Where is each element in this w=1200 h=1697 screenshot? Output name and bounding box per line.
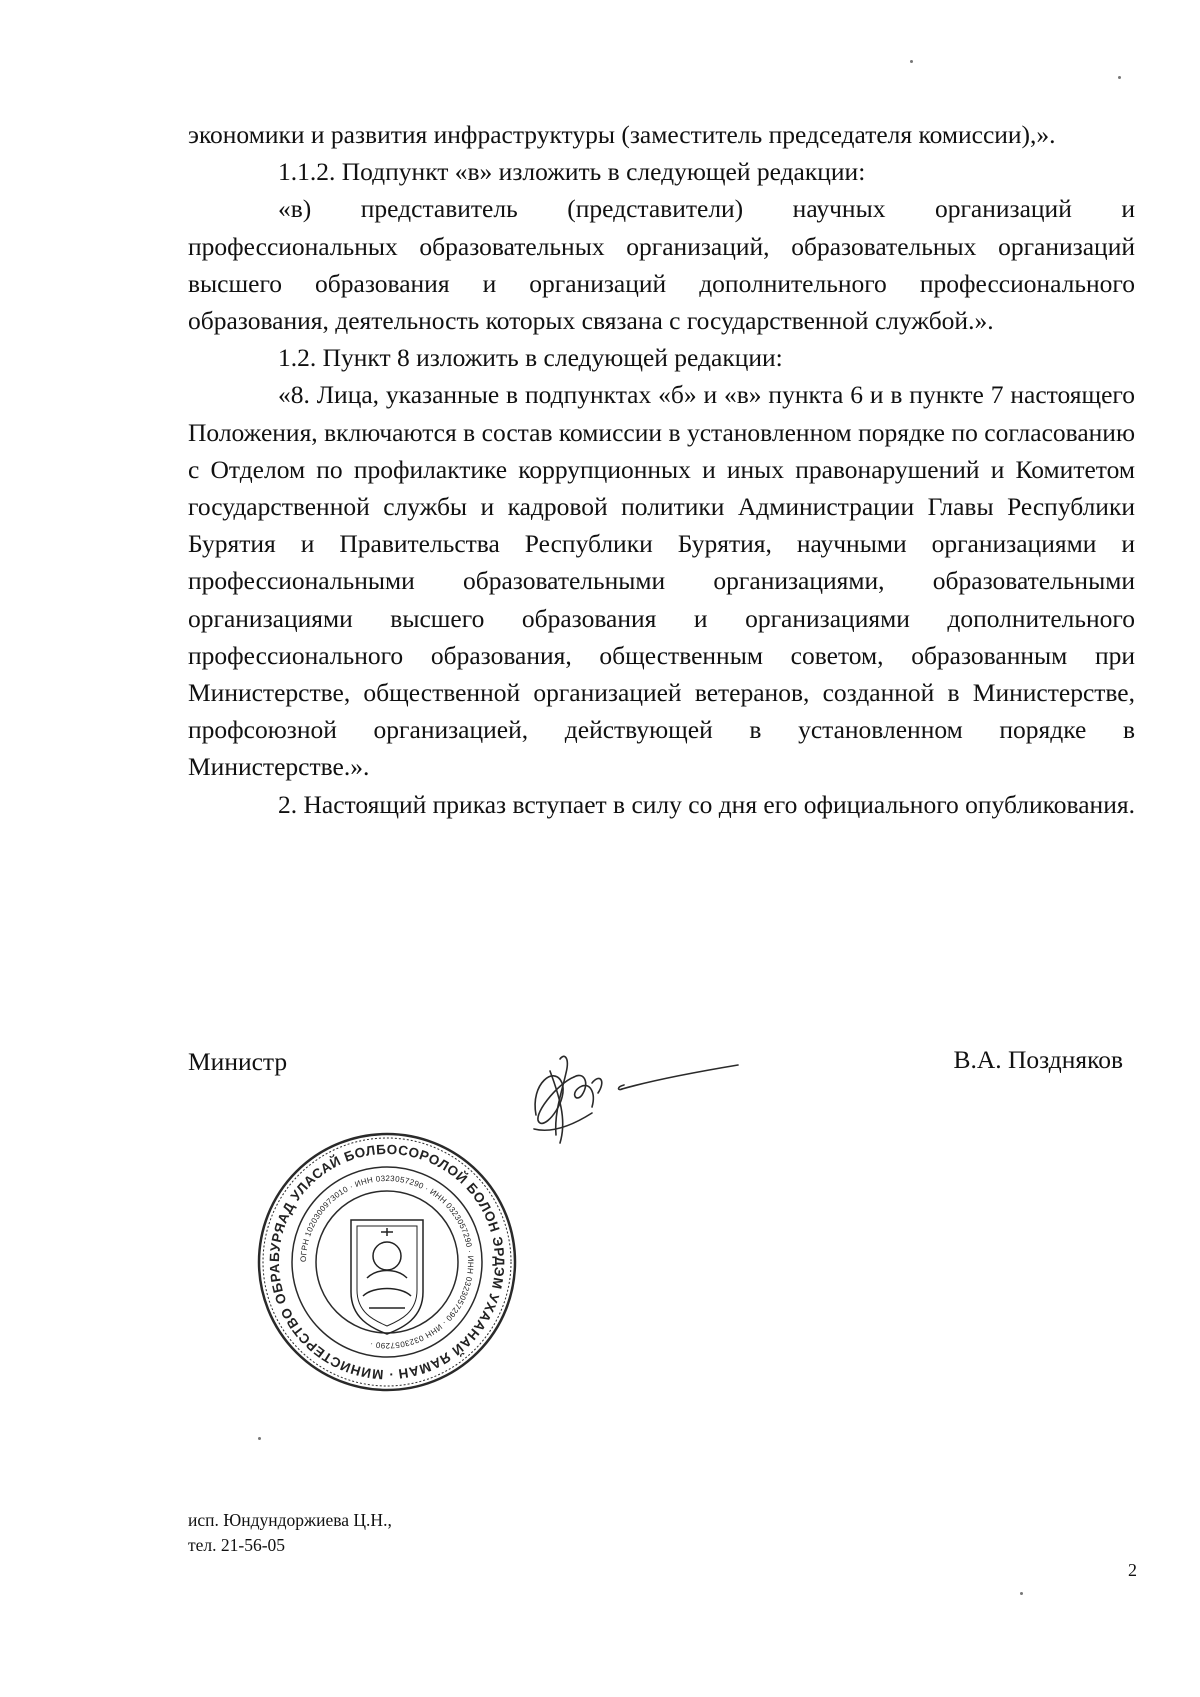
stamp-outer-ring-text: БУРЯАД УЛАСАЙ БОЛБОСОРОЛОЙ БОЛОН ЭРДЭМ УХААНАЙ ЯАМАН · МИНИСТЕРСТВО ОБРА — [266, 1141, 508, 1383]
signature-block — [0, 1043, 1200, 1103]
paragraph-subitem-v: «в) представитель (представители) научных организаций и профессиональных образовательных организаций, образовательных организаций высшего образования и организаций дополнительного профессионального образования, деятельность которых связана с государственной службой.». — [188, 194, 1135, 336]
page-number: 2 — [1128, 1560, 1137, 1580]
document-body — [188, 116, 1135, 823]
official-stamp — [253, 1128, 521, 1396]
handwritten-signature — [500, 1043, 745, 1153]
signatory-title: Министр — [188, 1047, 288, 1076]
executor-name: исп. Юндундоржиева Ц.Н., — [188, 1510, 392, 1530]
paragraph-continuation: экономики и развития инфраструктуры (заместитель председателя комиссии),». — [188, 120, 1056, 149]
paragraph-item-1-2: 1.2. Пункт 8 изложить в следующей редакции: — [278, 343, 783, 373]
paragraph-item-8: «8. Лица, указанные в подпунктах «б» и «в» пункта 6 и в пункте 7 настоящего Положения, включаются в состав комиссии в установленном порядке по согласованию с Отделом по профилактике коррупционных и иных правонарушений и Комитетом государственной службы и кадровой политики Администрации Главы Республики Бурятия и Правительства Республики Бурятия, научными организациями и профессиональными образовательными организациями, образовательными организациями высшего образования и организациями дополнительного профессионального образования, общественным советом, образованным при Министерстве, общественной организацией ветеранов, созданной в Министерстве, профсоюзной организацией, действующей в установленном порядке в Министерстве.». — [188, 380, 1135, 782]
stamp-inner-ring-text: ОГРН 1020300973010 · ИНН 0323057290 · ИНН 0323057290 · ИНН 0323057290 · ИНН 0323057290 · — [298, 1173, 476, 1351]
coat-of-arms-icon — [351, 1220, 423, 1334]
scan-speck — [910, 60, 913, 63]
paragraph-subitem-1-1-2: 1.1.2. Подпункт «в» изложить в следующей редакции: — [278, 157, 866, 187]
svg-text:ОГРН 1020300973010 · ИНН 03230 — [299, 1174, 475, 1350]
paragraph-effective-date: 2. Настоящий приказ вступает в силу со дня его официального опубликования. — [278, 789, 1135, 819]
executor-phone: тел. 21-56-05 — [188, 1535, 286, 1555]
scan-speck — [258, 1437, 261, 1440]
executor-contacts — [188, 1508, 392, 1558]
signatory-name: В.А. Поздняков — [953, 1045, 1123, 1074]
scan-speck — [1020, 1592, 1023, 1595]
scan-speck — [1118, 76, 1121, 79]
